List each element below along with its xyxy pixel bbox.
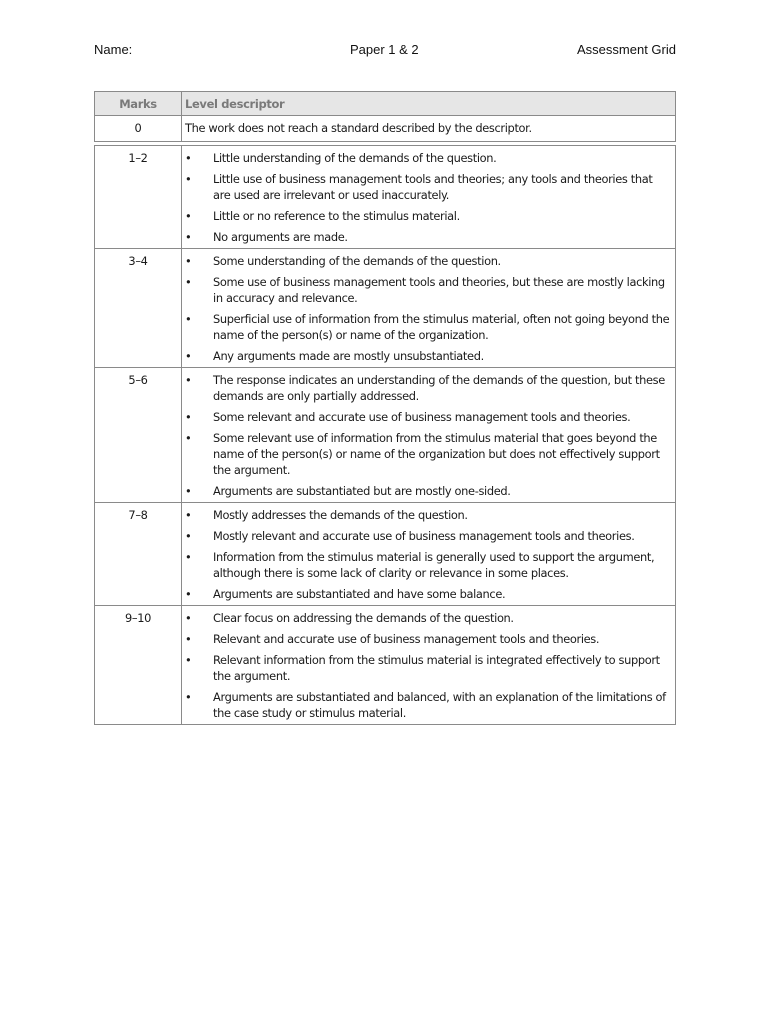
page-header	[94, 42, 676, 62]
descriptor-item	[185, 274, 671, 306]
bullet-icon: •	[185, 529, 192, 543]
descriptor-item	[185, 586, 671, 602]
bullet-icon: •	[185, 550, 192, 564]
descriptor-item	[185, 610, 671, 626]
marks-cell: 3–4	[95, 249, 182, 367]
descriptor-text: No arguments are made.	[213, 230, 348, 244]
descriptor-cell	[182, 503, 675, 605]
descriptor-cell	[182, 606, 675, 724]
descriptor-text: Relevant and accurate use of business management tools and theories.	[213, 632, 600, 646]
descriptor-item	[185, 652, 671, 684]
assessment-grid-label: Assessment Grid	[577, 42, 676, 57]
descriptor-item	[185, 372, 671, 404]
descriptor-item	[185, 311, 671, 343]
descriptor-text: Arguments are substantiated and balanced, with an explanation of the limitations of the case study or stimulus material.	[213, 690, 666, 720]
descriptor-item	[185, 689, 671, 721]
bullet-icon: •	[185, 275, 192, 289]
descriptor-text: The response indicates an understanding of the demands of the question, but these demands are only partially addressed.	[213, 373, 665, 403]
bullet-icon: •	[185, 431, 192, 445]
descriptor-list	[185, 150, 671, 245]
descriptor-item	[185, 171, 671, 203]
descriptor-item	[185, 430, 671, 478]
bullet-icon: •	[185, 653, 192, 667]
descriptor-column-header: Level descriptor	[185, 97, 285, 111]
bullet-icon: •	[185, 611, 192, 625]
assessment-table	[94, 91, 676, 725]
descriptor-item	[185, 253, 671, 269]
descriptor-list	[185, 507, 671, 602]
descriptor-text: Arguments are substantiated and have some balance.	[213, 587, 506, 601]
descriptor-text: Arguments are substantiated but are mostly one-sided.	[213, 484, 511, 498]
table-header-row	[94, 91, 676, 116]
descriptor-list	[185, 372, 671, 499]
paper-label: Paper 1 & 2	[350, 42, 419, 57]
descriptor-text: Clear focus on addressing the demands of the question.	[213, 611, 514, 625]
descriptor-list	[185, 610, 671, 721]
bullet-icon: •	[185, 230, 192, 244]
descriptor-item	[185, 348, 671, 364]
descriptor-item	[185, 549, 671, 581]
bullet-icon: •	[185, 484, 192, 498]
descriptor-cell: The work does not reach a standard described by the descriptor.	[185, 121, 532, 135]
descriptor-item	[185, 150, 671, 166]
bullet-icon: •	[185, 410, 192, 424]
descriptor-list	[185, 253, 671, 364]
descriptor-text: Little or no reference to the stimulus material.	[213, 209, 460, 223]
descriptor-item	[185, 507, 671, 523]
table-row	[94, 145, 676, 249]
bullet-icon: •	[185, 151, 192, 165]
marks-cell: 0	[95, 116, 182, 141]
descriptor-cell	[182, 368, 675, 502]
descriptor-text: Some use of business management tools and theories, but these are mostly lacking in accuracy and relevance.	[213, 275, 665, 305]
descriptor-text: Information from the stimulus material is generally used to support the argument, although there is some lack of clarity or relevance in some places.	[213, 550, 655, 580]
table-row	[94, 368, 676, 503]
bullet-icon: •	[185, 690, 192, 704]
marks-column-header: Marks	[95, 92, 182, 115]
table-row	[94, 503, 676, 606]
descriptor-text: Some relevant use of information from the stimulus material that goes beyond the name of the person(s) or name of the organization but does not effectively support the argument.	[213, 431, 660, 477]
marks-cell: 7–8	[95, 503, 182, 605]
descriptor-item	[185, 631, 671, 647]
descriptor-cell	[182, 249, 675, 367]
descriptor-item	[185, 229, 671, 245]
bullet-icon: •	[185, 172, 192, 186]
bullet-icon: •	[185, 587, 192, 601]
bullet-icon: •	[185, 373, 192, 387]
descriptor-text: Superficial use of information from the stimulus material, often not going beyond the name of the person(s) or name of the organization.	[213, 312, 670, 342]
descriptor-text: Some relevant and accurate use of business management tools and theories.	[213, 410, 631, 424]
descriptor-item	[185, 483, 671, 499]
descriptor-text: Mostly addresses the demands of the question.	[213, 508, 468, 522]
descriptor-item	[185, 208, 671, 224]
bullet-icon: •	[185, 209, 192, 223]
marks-cell: 1–2	[95, 146, 182, 248]
descriptor-text: Little use of business management tools and theories; any tools and theories that are used are irrelevant or used inaccurately.	[213, 172, 653, 202]
descriptor-item	[185, 409, 671, 425]
descriptor-cell	[182, 146, 675, 248]
descriptor-text: Little understanding of the demands of the question.	[213, 151, 497, 165]
bullet-icon: •	[185, 632, 192, 646]
bullet-icon: •	[185, 508, 192, 522]
marks-cell: 5–6	[95, 368, 182, 502]
descriptor-text: Any arguments made are mostly unsubstantiated.	[213, 349, 484, 363]
marks-cell: 9–10	[95, 606, 182, 724]
descriptor-text: Relevant information from the stimulus material is integrated effectively to support the argument.	[213, 653, 660, 683]
table-row-zero	[94, 116, 676, 142]
descriptor-item	[185, 528, 671, 544]
table-row	[94, 606, 676, 725]
bullet-icon: •	[185, 349, 192, 363]
table-row	[94, 249, 676, 368]
name-label: Name:	[94, 42, 133, 57]
bullet-icon: •	[185, 254, 192, 268]
descriptor-text: Some understanding of the demands of the question.	[213, 254, 501, 268]
descriptor-text: Mostly relevant and accurate use of business management tools and theories.	[213, 529, 635, 543]
bullet-icon: •	[185, 312, 192, 326]
